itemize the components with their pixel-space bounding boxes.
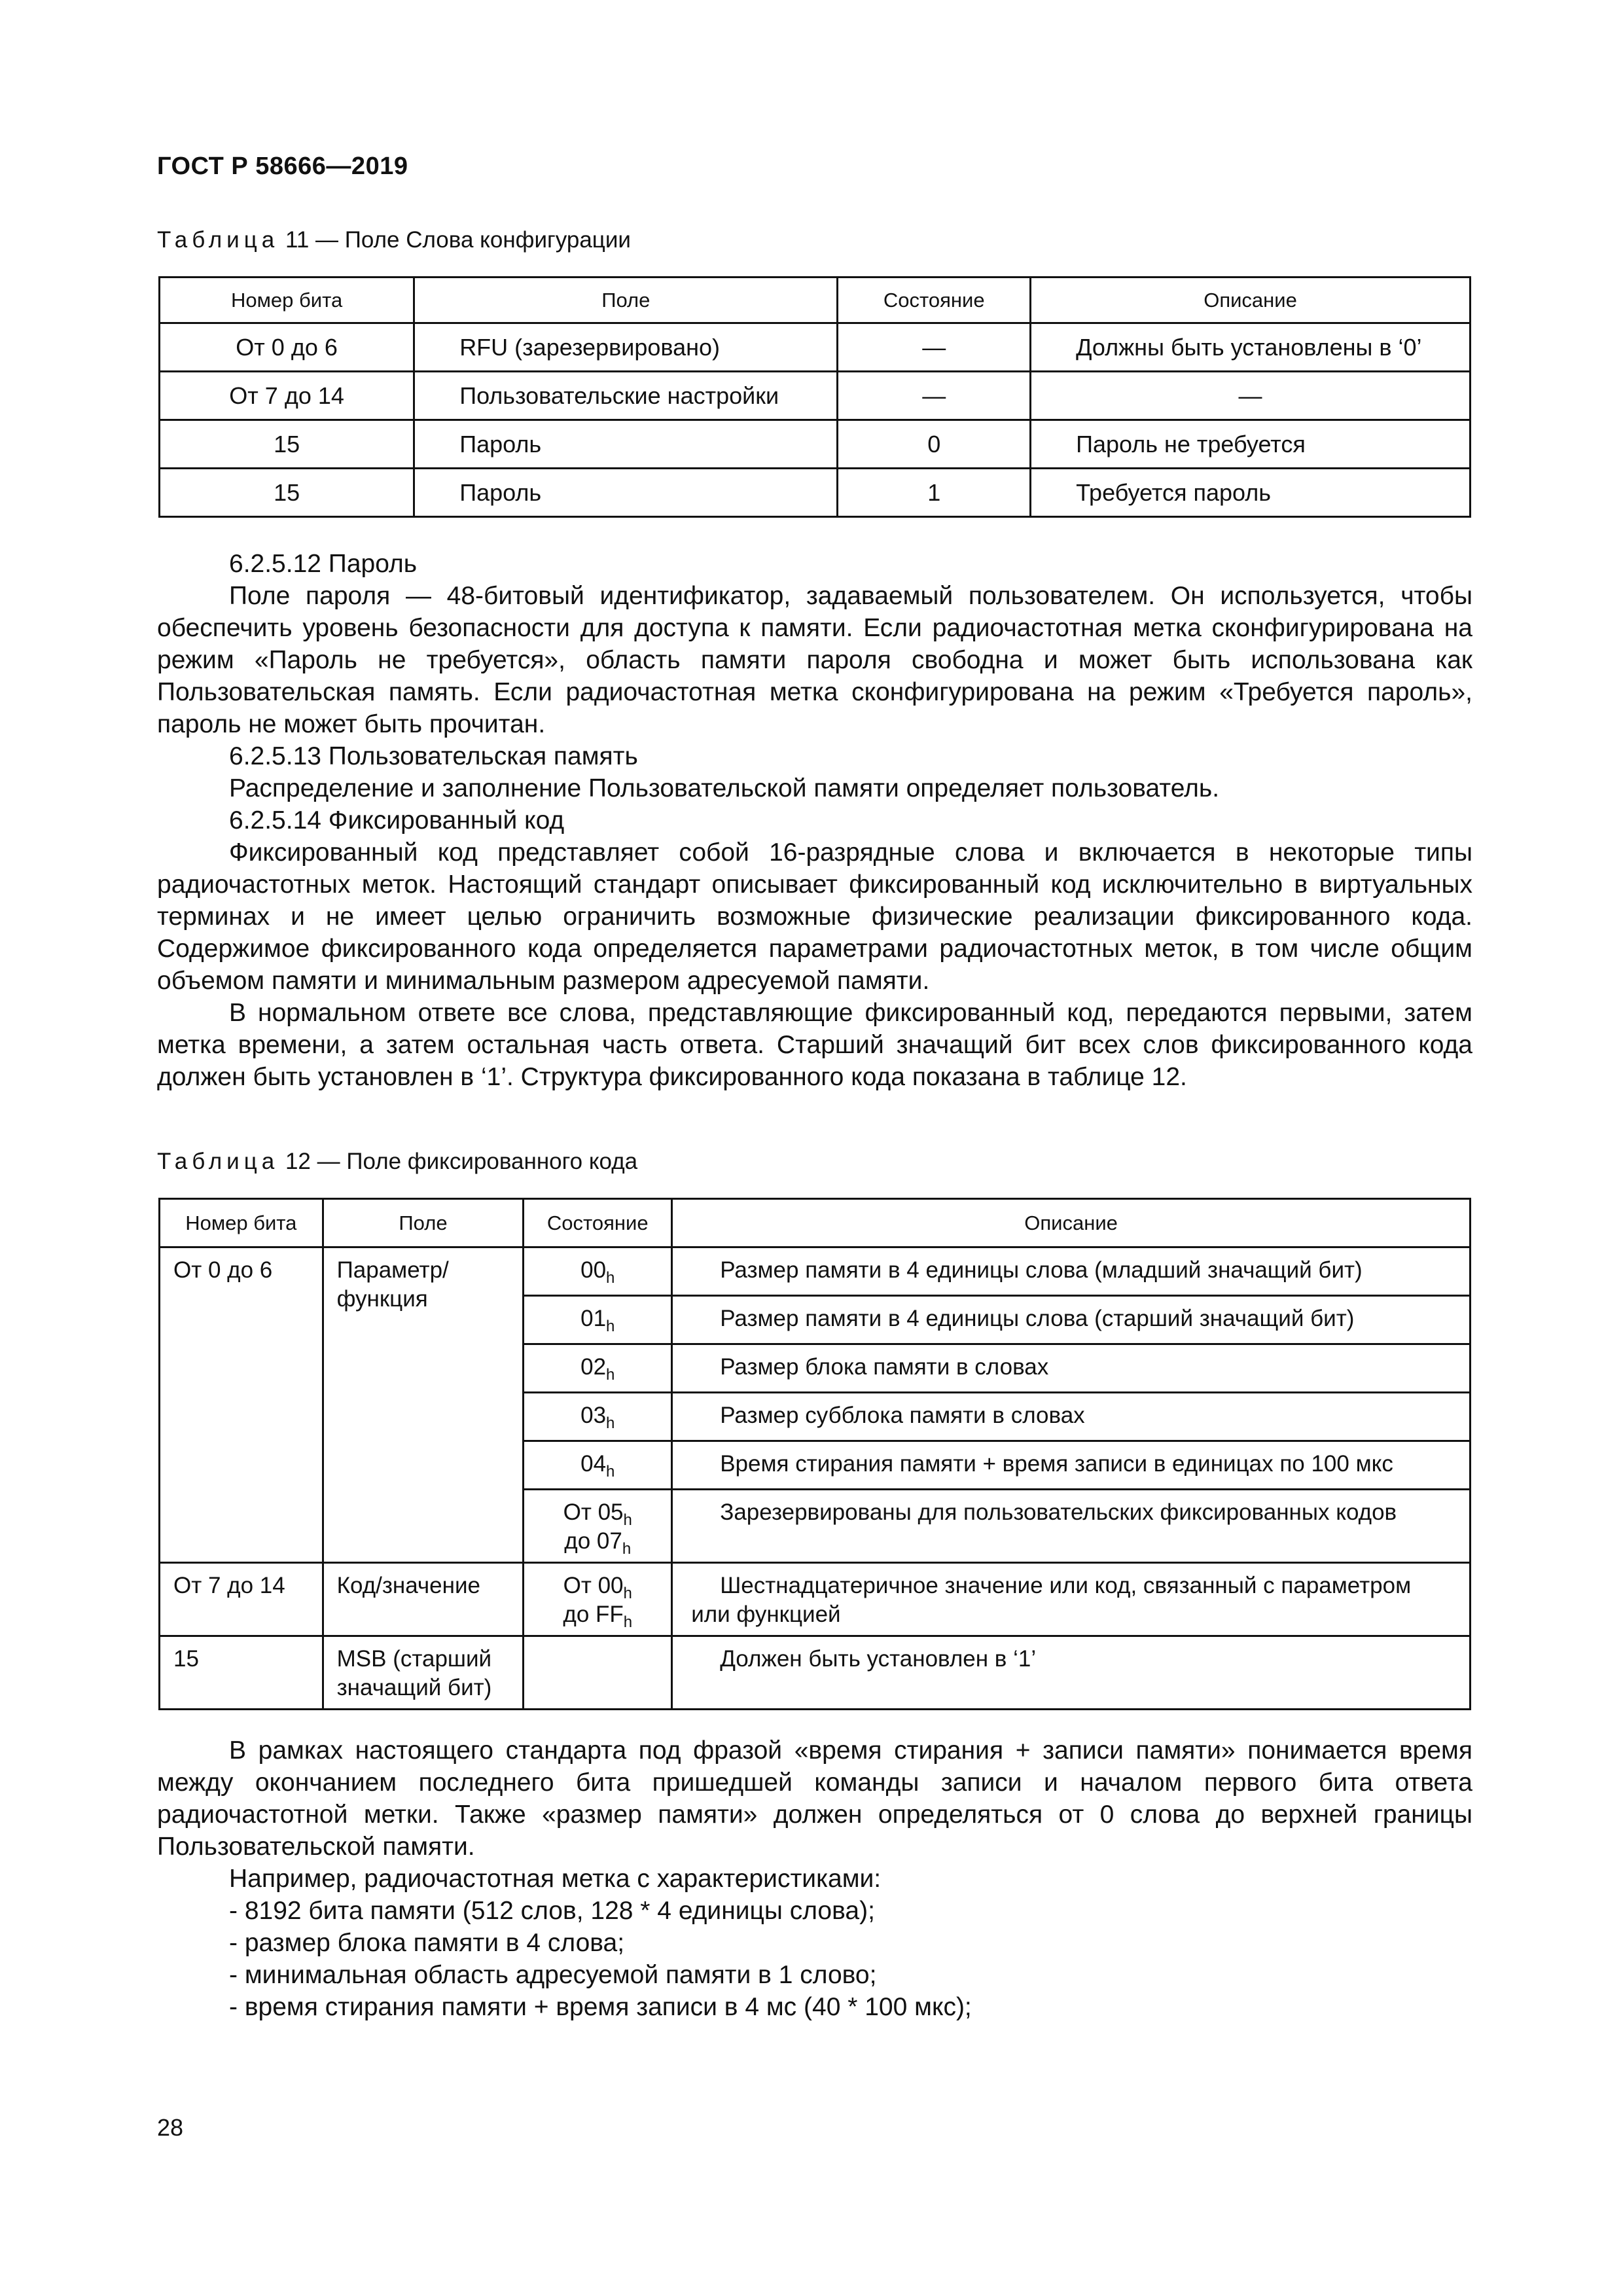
column-header: Описание <box>1031 278 1471 323</box>
table-row <box>160 469 1471 517</box>
table-cell: Пароль не требуется <box>1031 420 1471 469</box>
table-cell: Пароль <box>414 420 838 469</box>
column-header: Поле <box>414 278 838 323</box>
column-header: Номер бита <box>160 278 414 323</box>
hex-subscript: h <box>606 1366 615 1384</box>
hex-subscript: h <box>606 1269 615 1287</box>
table-cell: 15 <box>160 420 414 469</box>
paragraph: В нормальном ответе все слова, представляющие фиксированный код, передаются первыми, затем метка времени, а затем остальная часть ответа. Старший значащий бит всех слов фиксированного кода должен быть установлен в ‘1’. Структура фиксированного кода показана в таблице 12. <box>157 999 1472 1091</box>
state-value: 02 <box>580 1354 607 1380</box>
section-heading-password: 6.2.5.12 Пароль <box>229 550 418 578</box>
list-item: - 8192 бита памяти (512 слов, 128 * 4 единицы слова); <box>229 1897 875 1925</box>
table-cell: От 7 до 14 <box>160 372 414 420</box>
table-cell: MSB (старший значащий бит) <box>323 1636 524 1710</box>
table-cell: 1 <box>838 469 1031 517</box>
table-cell: Должен быть установлен в ‘1’ <box>672 1636 1471 1710</box>
table-cell: Пользовательские настройки <box>414 372 838 420</box>
table-row <box>160 323 1471 372</box>
table-row <box>160 372 1471 420</box>
table-11-caption <box>157 227 631 253</box>
table-row <box>160 420 1471 469</box>
table-12 <box>158 1198 1471 1710</box>
table-cell: От 0 до 6 <box>160 1247 323 1563</box>
table-12-caption <box>157 1149 637 1175</box>
column-header: Состояние <box>838 278 1031 323</box>
hex-subscript: h <box>606 1318 615 1335</box>
table-cell <box>524 1393 672 1441</box>
table-12-caption-title: 12 — Поле фиксированного кода <box>285 1149 638 1174</box>
table-cell <box>524 1563 672 1636</box>
hex-subscript: h <box>606 1414 615 1432</box>
paragraph: Поле пароля — 48-битовый идентификатор, задаваемый пользователем. Он используется, чтобы обеспечить уровень безопасности для доступа к памяти. Если радиочастотная метка сконфигурирована на режим «Пароль не требуется», область памяти пароля свободна и может быть использована как Пользовательская память. Если радиочастотная метка сконфигурирована на режим «Требуется пароль», пароль не может быть прочитан. <box>157 582 1472 738</box>
table-11-caption-title: 11 — Поле Слова конфигурации <box>285 227 631 253</box>
hex-subscript: h <box>623 1585 632 1602</box>
document-header: ГОСТ Р 58666—2019 <box>157 152 408 180</box>
paragraph: Фиксированный код представляет собой 16-разрядные слова и включается в некоторые типы радиочастотных меток. Настоящий стандарт описывает фиксированный код исключительно в виртуальных терминах и не имеет целью ограничить возможные физические реализации фиксированного кода. Содержимое фиксированного кода определяется параметрами радиочастотных меток, в том числе общим объемом памяти и минимальным размером адресуемой памяти. <box>157 838 1472 995</box>
table-cell: Время стирания памяти + время записи в единицах по 100 мкс <box>672 1441 1471 1490</box>
state-value: 01 <box>580 1306 607 1331</box>
page-number: 28 <box>157 2114 184 2141</box>
section-text-1 <box>157 548 1472 1093</box>
table-cell: Требуется пароль <box>1031 469 1471 517</box>
table-12-caption-word: Таблица <box>157 1149 279 1174</box>
state-value: 03 <box>580 1403 607 1428</box>
paragraph: В рамках настоящего стандарта под фразой «время стирания + записи памяти» понимается время между окончанием последнего бита пришедшей команды записи и началом первого бита ответа радиочастотной метки. Также «размер памяти» должен определяться от 0 слова до верхней границы Пользовательской памяти. <box>157 1736 1472 1861</box>
table-row <box>160 1563 1471 1636</box>
table-11-caption-word: Таблица <box>157 227 279 253</box>
state-value: 04 <box>580 1451 607 1477</box>
hex-subscript: h <box>606 1463 615 1480</box>
table-cell: Код/значение <box>323 1563 524 1636</box>
table-cell <box>524 1247 672 1296</box>
column-header: Состояние <box>524 1199 672 1247</box>
table-cell: Размер памяти в 4 единицы слова (старший значащий бит) <box>672 1296 1471 1344</box>
list-item: - минимальная область адресуемой памяти в 1 слово; <box>229 1961 877 1989</box>
section-text-2 <box>157 1734 1472 2023</box>
state-value: От 05 <box>563 1499 624 1525</box>
table-cell: Размер субблока памяти в словах <box>672 1393 1471 1441</box>
table-cell <box>524 1490 672 1563</box>
state-value: 00 <box>580 1257 607 1283</box>
table-row <box>160 1247 1471 1296</box>
paragraph: Распределение и заполнение Пользовательской памяти определяет пользователь. <box>229 774 1220 802</box>
table-cell <box>524 1296 672 1344</box>
list-item: - время стирания памяти + время записи в 4 мс (40 * 100 мкс); <box>229 1993 972 2021</box>
list-item: - размер блока памяти в 4 слова; <box>229 1929 625 1957</box>
section-heading-fixed-code: 6.2.5.14 Фиксированный код <box>229 806 565 834</box>
hex-subscript: h <box>623 1613 633 1631</box>
state-value: От 00 <box>563 1573 624 1598</box>
hex-subscript: h <box>623 1511 632 1529</box>
table-cell: — <box>1031 372 1471 420</box>
table-11-header-row <box>160 278 1471 323</box>
column-header: Номер бита <box>160 1199 323 1247</box>
section-heading-user-memory: 6.2.5.13 Пользовательская память <box>229 742 638 770</box>
table-cell <box>524 1636 672 1710</box>
table-cell: Размер памяти в 4 единицы слова (младший значащий бит) <box>672 1247 1471 1296</box>
paragraph: Например, радиочастотная метка с характеристиками: <box>229 1865 882 1893</box>
table-12-header-row <box>160 1199 1471 1247</box>
state-value: до 07 <box>564 1528 622 1554</box>
table-cell: Должны быть установлены в ‘0’ <box>1031 323 1471 372</box>
table-cell: — <box>838 372 1031 420</box>
column-header: Описание <box>672 1199 1471 1247</box>
table-cell: 15 <box>160 469 414 517</box>
table-cell: Пароль <box>414 469 838 517</box>
table-cell: 15 <box>160 1636 323 1710</box>
table-cell: — <box>838 323 1031 372</box>
table-cell: Параметр/ функция <box>323 1247 524 1563</box>
table-row <box>160 1636 1471 1710</box>
table-cell: От 7 до 14 <box>160 1563 323 1636</box>
state-value: до FF <box>563 1602 624 1627</box>
table-cell <box>524 1344 672 1393</box>
table-cell: Шестнадцатеричное значение или код, связанный с параметром или функцией <box>672 1563 1471 1636</box>
table-cell: 0 <box>838 420 1031 469</box>
table-cell: Размер блока памяти в словах <box>672 1344 1471 1393</box>
hex-subscript: h <box>622 1540 632 1558</box>
table-cell: От 0 до 6 <box>160 323 414 372</box>
table-11 <box>158 276 1471 518</box>
column-header: Поле <box>323 1199 524 1247</box>
table-cell: RFU (зарезервировано) <box>414 323 838 372</box>
table-cell: Зарезервированы для пользовательских фиксированных кодов <box>672 1490 1471 1563</box>
table-cell <box>524 1441 672 1490</box>
